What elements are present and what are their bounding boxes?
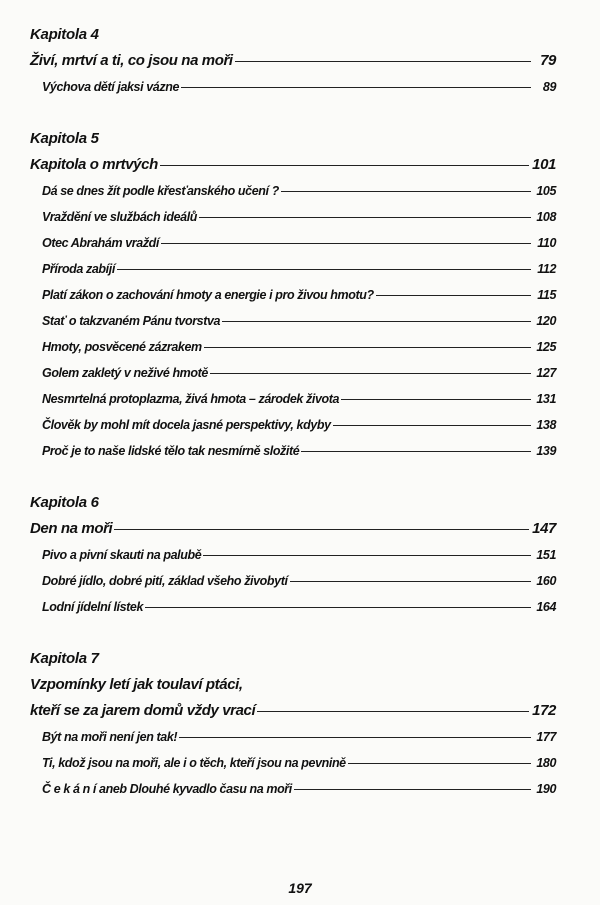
toc-entry [30, 152, 556, 178]
entry-page-number: 172 [532, 702, 556, 719]
toc-entry [30, 776, 556, 802]
dot-leader [294, 789, 531, 790]
chapter-label: Kapitola 6 [30, 494, 99, 511]
toc-entry [30, 230, 556, 256]
page-number: 197 [288, 880, 312, 896]
entry-title: Otec Abrahám vraždí [42, 236, 159, 250]
entry-title: Vraždění ve službách ideálů [42, 210, 198, 224]
dot-leader [161, 243, 531, 244]
table-of-contents [30, 22, 556, 828]
entry-page-number: 108 [536, 210, 556, 224]
entry-title: Ti, kdož jsou na moři, ale i o těch, kteří jsou na pevnině [42, 756, 346, 770]
dot-leader [210, 373, 531, 374]
entry-page-number: 190 [536, 782, 556, 796]
toc-entry [30, 360, 556, 386]
toc-entry [30, 516, 556, 542]
toc-entry [30, 256, 556, 282]
toc-entry [30, 386, 556, 412]
entry-title: kteří se za jarem domů vždy vrací [30, 702, 256, 719]
dot-leader [257, 711, 529, 712]
entry-title: Kapitola o mrtvých [30, 156, 158, 173]
dot-leader [204, 347, 531, 348]
toc-entry [30, 308, 556, 334]
entry-page-number: 164 [536, 600, 556, 614]
dot-leader [203, 555, 531, 556]
entry-title: Lodní jídelní lístek [42, 600, 144, 614]
entry-title: Proč je to naše lidské tělo tak nesmírně složité [42, 444, 300, 458]
entry-page-number: 139 [536, 444, 556, 458]
dot-leader [117, 269, 531, 270]
entry-title: Platí zákon o zachování hmoty a energie i pro živou hmotu? [42, 288, 374, 302]
entry-page-number: 151 [536, 548, 556, 562]
entry-page-number: 147 [532, 520, 556, 537]
dot-leader [179, 737, 531, 738]
dot-leader [333, 425, 531, 426]
dot-leader [181, 87, 531, 88]
toc-entry [30, 542, 556, 568]
toc-entry [30, 724, 556, 750]
dot-leader [341, 399, 531, 400]
entry-title: Den na moři [30, 520, 113, 537]
entry-page-number: 177 [536, 730, 556, 744]
toc-entry [30, 438, 556, 464]
dot-leader [281, 191, 531, 192]
entry-title: Č e k á n í aneb Dlouhé kyvadlo času na moři [42, 782, 292, 796]
dot-leader [222, 321, 531, 322]
chapter-section [30, 22, 556, 100]
entry-page-number: 125 [536, 340, 556, 354]
entry-page-number: 180 [536, 756, 556, 770]
dot-leader [290, 581, 531, 582]
dot-leader [114, 529, 529, 530]
entry-title: Člověk by mohl mít docela jasné perspektivy, kdyby [42, 418, 331, 432]
dot-leader [376, 295, 531, 296]
entry-title: Výchova dětí jaksi vázne [42, 80, 180, 94]
entry-title: Příroda zabíjí [42, 262, 115, 276]
chapter-label: Kapitola 4 [30, 26, 99, 43]
entry-page-number: 101 [532, 156, 556, 173]
dot-leader [235, 61, 531, 62]
entry-title: Nesmrtelná protoplazma, živá hmota – zárodek života [42, 392, 340, 406]
entry-page-number: 79 [540, 52, 556, 69]
toc-entry [30, 48, 556, 74]
chapter-label: Kapitola 7 [30, 650, 99, 667]
entry-title: Hmoty, posvěcené zázrakem [42, 340, 202, 354]
chapter-section [30, 490, 556, 620]
dot-leader [160, 165, 529, 166]
entry-title: Golem zakletý v neživé hmotě [42, 366, 208, 380]
entry-page-number: 112 [537, 262, 556, 276]
dot-leader [145, 607, 531, 608]
toc-entry [30, 672, 556, 698]
dot-leader [301, 451, 531, 452]
entry-title: Dá se dnes žít podle křesťanského učení ? [42, 184, 279, 198]
toc-entry [30, 412, 556, 438]
entry-page-number: 105 [536, 184, 556, 198]
toc-entry [30, 568, 556, 594]
chapter-label: Kapitola 5 [30, 130, 99, 147]
chapter-section [30, 126, 556, 464]
toc-entry [30, 334, 556, 360]
entry-page-number: 127 [536, 366, 556, 380]
entry-title: Dobré jídlo, dobré pití, základ všeho živobytí [42, 574, 288, 588]
entry-page-number: 89 [542, 80, 556, 94]
entry-title: Pivo a pivní skauti na palubě [42, 548, 202, 562]
dot-leader [199, 217, 531, 218]
entry-page-number: 110 [537, 236, 556, 250]
entry-title: Živí, mrtví a ti, co jsou na moři [30, 52, 233, 69]
chapter-section [30, 646, 556, 802]
entry-title: Být na moři není jen tak! [42, 730, 178, 744]
toc-entry [30, 74, 556, 100]
toc-entry [30, 594, 556, 620]
entry-title: Vzpomínky letí jak toulaví ptáci, [30, 676, 243, 693]
entry-page-number: 115 [537, 288, 556, 302]
entry-page-number: 138 [536, 418, 556, 432]
toc-entry [30, 282, 556, 308]
toc-entry [30, 698, 556, 724]
toc-entry [30, 178, 556, 204]
entry-page-number: 160 [536, 574, 556, 588]
entry-title: Stať o takzvaném Pánu tvorstva [42, 314, 221, 328]
toc-entry [30, 204, 556, 230]
entry-page-number: 131 [536, 392, 556, 406]
dot-leader [348, 763, 531, 764]
toc-entry [30, 750, 556, 776]
entry-page-number: 120 [536, 314, 556, 328]
